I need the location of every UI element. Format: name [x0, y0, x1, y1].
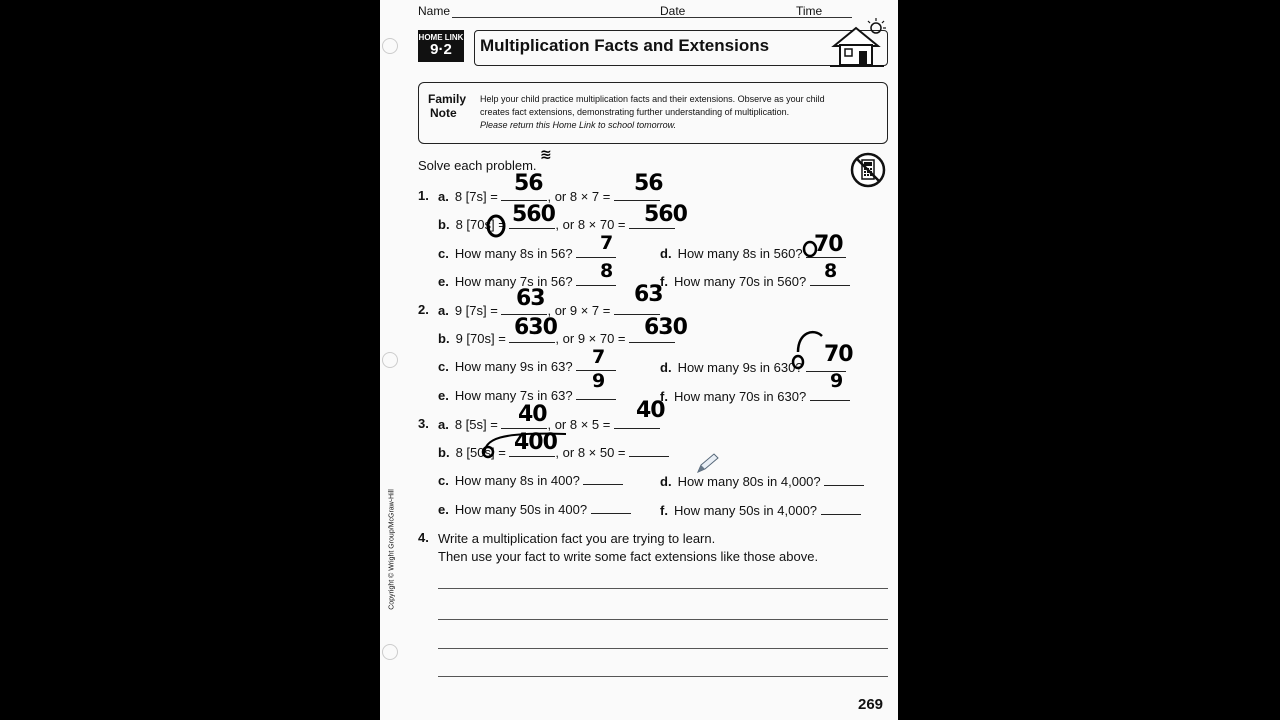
problem-3c [438, 472, 623, 488]
problem-3e-text: How many 50s in 400? [454, 502, 588, 517]
letter-c: c. [438, 473, 449, 488]
no-calculator-icon [850, 152, 886, 188]
letter-b: b. [438, 331, 450, 346]
answer-blank[interactable] [821, 502, 861, 515]
problem-3b-text: 8 [50s] = [455, 445, 506, 460]
problem-2e [438, 387, 616, 403]
name-line [452, 17, 852, 18]
page-number: 269 [858, 696, 884, 713]
writing-line[interactable] [438, 588, 888, 589]
problem-2c-text: How many 9s in 63? [454, 359, 573, 374]
badge-number: 9·2 [430, 41, 452, 58]
problem-3d [660, 473, 864, 489]
problem-3a-mid: , or 8 × 5 = [547, 417, 611, 432]
handwritten-answer: 63 [634, 282, 663, 307]
answer-blank[interactable] [583, 472, 623, 485]
handwritten-answer: 400 [514, 430, 557, 455]
family-note-label [428, 92, 466, 120]
handwritten-answer: 8 [600, 260, 613, 282]
house-icon [826, 16, 888, 70]
problem-4-prompt [438, 530, 818, 566]
problem-3f [660, 502, 861, 518]
problem-1a-mid: , or 8 × 7 = [547, 189, 611, 204]
problem-1b-mid: , or 8 × 70 = [555, 217, 626, 232]
handwritten-circle [802, 240, 818, 258]
handwritten-answer: 56 [514, 171, 543, 196]
problem-1a-text: 8 [7s] = [454, 189, 498, 204]
problem-3b-mid: , or 8 × 50 = [555, 445, 626, 460]
problem-2c [438, 358, 616, 374]
problem-2f-text: How many 70s in 630? [673, 389, 807, 404]
problem-1f [660, 273, 850, 289]
handwritten-answer: 70 [824, 342, 853, 367]
family-note-text [480, 93, 882, 132]
handwritten-answer: 40 [518, 402, 547, 427]
problem-2b-text: 9 [70s] = [455, 331, 506, 346]
family-note-line2: creates fact extensions, demonstrating further understanding of multiplication. [480, 107, 790, 117]
family-note-line3: Please return this Home Link to school tomorrow. [480, 120, 677, 130]
letter-b: b. [438, 217, 450, 232]
problem-3-number: 3. [418, 416, 429, 431]
handwritten-answer: 560 [512, 202, 555, 227]
handwritten-answer: 9 [830, 370, 843, 392]
problem-3c-text: How many 8s in 400? [454, 473, 580, 488]
handwritten-answer: 9 [592, 370, 605, 392]
answer-blank[interactable] [629, 444, 669, 457]
handwritten-bracket [480, 428, 570, 462]
family-note-label-line1: Family [428, 92, 467, 106]
problem-1b [438, 216, 675, 232]
letter-a: a. [438, 303, 449, 318]
instructions: Solve each problem. [418, 158, 537, 173]
handwritten-answer: 63 [516, 286, 545, 311]
letter-e: e. [438, 502, 449, 517]
writing-line[interactable] [438, 648, 888, 649]
problem-1b-text: 8 [70s] = [455, 217, 506, 232]
problem-4-line1: Write a multiplication fact you are trying to learn. [438, 531, 716, 546]
letter-f: f. [660, 389, 668, 404]
copyright-text: Copyright © Wright Group/McGraw-Hill [388, 489, 396, 610]
problem-2b-mid: , or 9 × 70 = [555, 331, 626, 346]
problem-1c-text: How many 8s in 56? [454, 246, 573, 261]
writing-line[interactable] [438, 619, 888, 620]
problem-2-number: 2. [418, 302, 429, 317]
family-note-label-line2: Note [430, 106, 457, 120]
letter-b: b. [438, 445, 450, 460]
pen-cursor-icon [696, 452, 720, 474]
problem-4-number: 4. [418, 530, 429, 545]
family-note-line1: Help your child practice multiplication facts and their extensions. Observe as your child [480, 94, 825, 104]
badge-top-text: HOME LINK [418, 33, 464, 42]
problem-2a-mid: , or 9 × 7 = [547, 303, 611, 318]
handwritten-answer: 7 [592, 346, 605, 368]
letter-d: d. [660, 474, 672, 489]
page-title: Multiplication Facts and Extensions [480, 36, 770, 55]
problem-4-line2: Then use your fact to write some fact extensions like those above. [438, 549, 819, 564]
answer-blank[interactable] [824, 473, 864, 486]
letter-a: a. [438, 189, 449, 204]
writing-line[interactable] [438, 676, 888, 677]
handwritten-answer: 8 [824, 260, 837, 282]
letter-f: f. [660, 503, 668, 518]
problem-2a-text: 9 [7s] = [454, 303, 498, 318]
punch-hole [382, 644, 398, 660]
problem-1-number: 1. [418, 188, 429, 203]
handwritten-answer: 7 [600, 232, 613, 254]
letter-a: a. [438, 417, 449, 432]
problem-2d-text: How many 9s in 630? [677, 360, 803, 375]
problem-3d-text: How many 80s in 4,000? [677, 474, 821, 489]
date-label: Date [660, 4, 686, 18]
letter-e: e. [438, 274, 449, 289]
time-label: Time [796, 4, 823, 18]
handwritten-answer: 630 [644, 315, 687, 340]
punch-hole [382, 38, 398, 54]
handwritten-arrow [788, 322, 828, 378]
problem-3a-text: 8 [5s] = [454, 417, 498, 432]
problem-3e [438, 501, 631, 517]
handwritten-answer: 630 [514, 315, 557, 340]
problem-1c [438, 245, 616, 261]
worksheet-page [380, 0, 898, 720]
handwritten-answer: 56 [634, 171, 663, 196]
letter-c: c. [438, 246, 449, 261]
answer-blank[interactable] [591, 501, 631, 514]
handwritten-answer: 560 [644, 202, 687, 227]
letter-e: e. [438, 388, 449, 403]
letter-f: f. [660, 274, 668, 289]
problem-3f-text: How many 50s in 4,000? [673, 503, 818, 518]
letter-d: d. [660, 360, 672, 375]
punch-hole [382, 352, 398, 368]
letter-d: d. [660, 246, 672, 261]
handwritten-circle [484, 212, 510, 240]
problem-1f-text: How many 70s in 560? [673, 274, 807, 289]
home-link-badge [418, 30, 464, 62]
handwritten-answer: 70 [814, 232, 843, 257]
problem-1d-text: How many 8s in 560? [677, 246, 803, 261]
problem-2e-text: How many 7s in 63? [454, 388, 573, 403]
letter-c: c. [438, 359, 449, 374]
handwritten-answer: 40 [636, 398, 665, 423]
problem-2f [660, 388, 850, 404]
problem-1e-text: How many 7s in 56? [454, 274, 573, 289]
scribble-mark: ≋ [540, 147, 551, 163]
name-label: Name [418, 4, 451, 18]
